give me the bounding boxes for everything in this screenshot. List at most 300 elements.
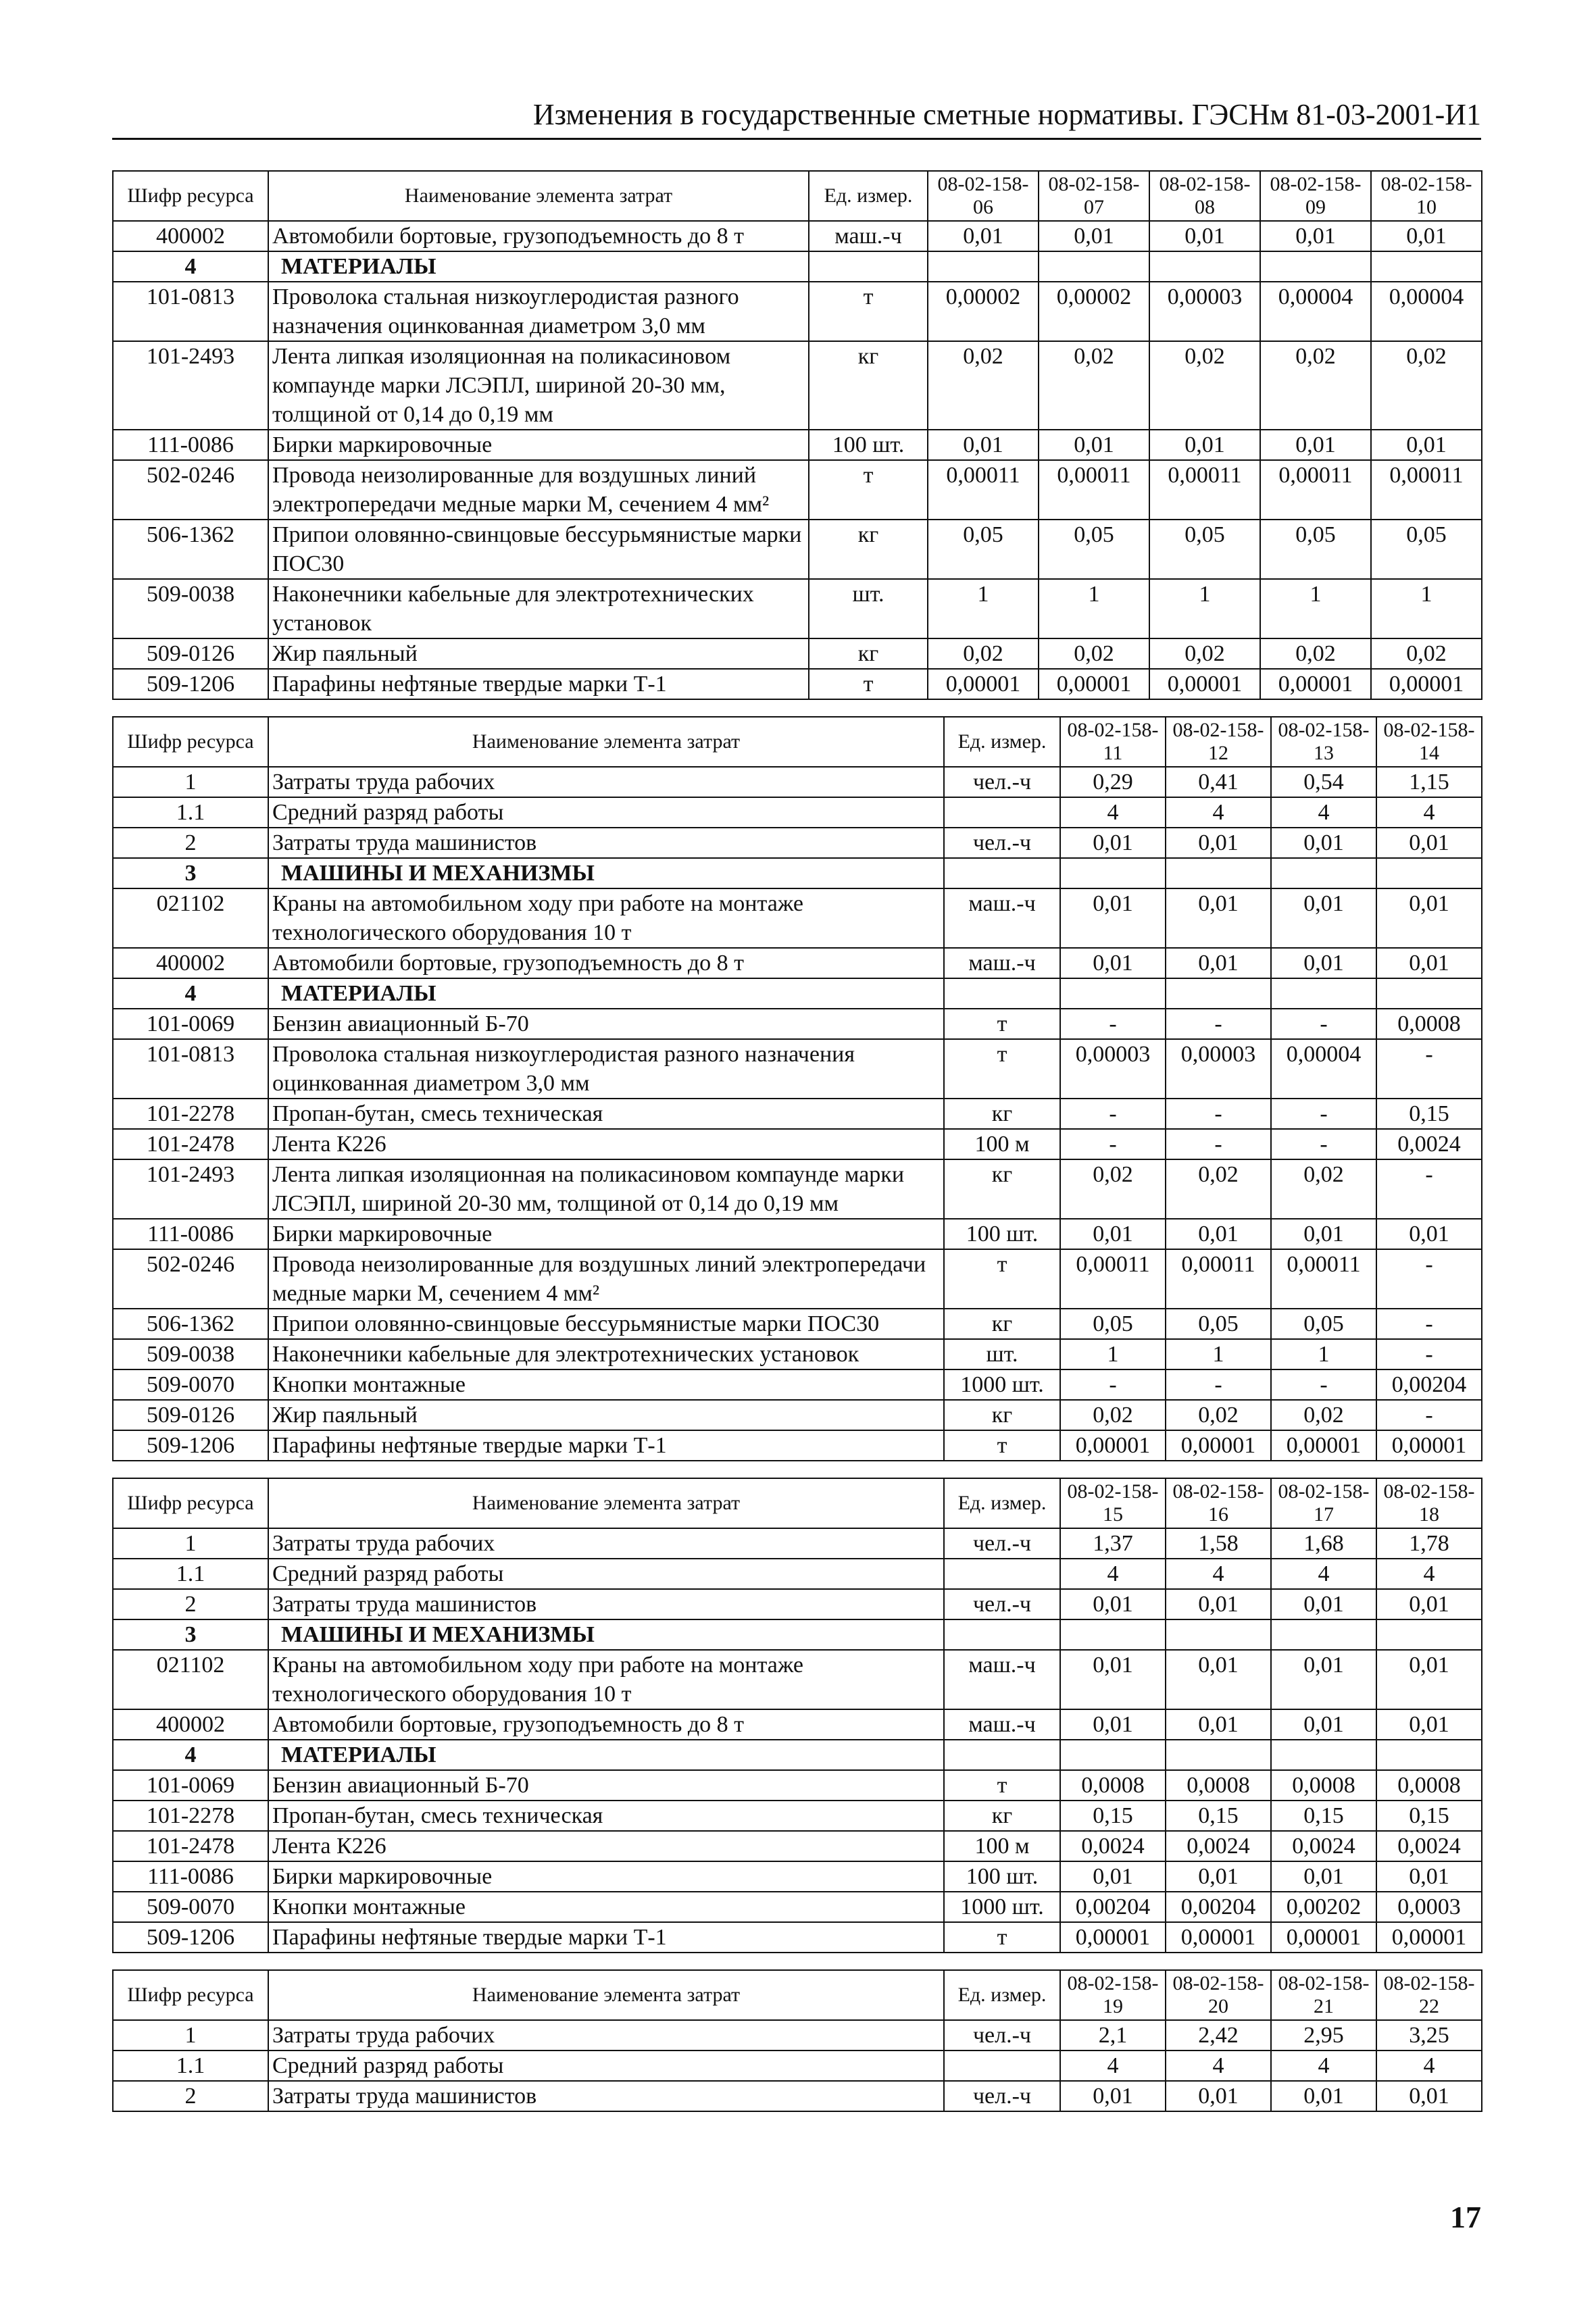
section-row — [113, 858, 1482, 888]
table-row — [113, 460, 1482, 520]
value-cell — [1166, 1740, 1271, 1770]
value-cell: 0,01 — [1166, 948, 1271, 978]
value-cell: 4 — [1376, 797, 1482, 828]
cost-element-name: Лента К226 — [268, 1831, 944, 1861]
column-header-norm: 08-02-158-15 — [1060, 1478, 1166, 1528]
value-cell: - — [1376, 1339, 1482, 1369]
unit-cell: чел.-ч — [944, 828, 1060, 858]
cost-element-name: Затраты труда машинистов — [268, 1589, 944, 1619]
norms-table — [112, 170, 1482, 700]
value-cell: - — [1271, 1099, 1376, 1129]
value-cell: 0,00001 — [1149, 669, 1260, 699]
column-header-norm: 08-02-158-18 — [1376, 1478, 1482, 1528]
cost-element-name: Наконечники кабельные для электротехнических установок — [268, 1339, 944, 1369]
resource-code: 101-0813 — [113, 1039, 268, 1099]
value-cell — [1166, 978, 1271, 1009]
resource-code: 1.1 — [113, 797, 268, 828]
value-cell: 4 — [1166, 1559, 1271, 1589]
value-cell — [1376, 858, 1482, 888]
table-header-row — [113, 1478, 1482, 1528]
value-cell: 0,00003 — [1060, 1039, 1166, 1099]
value-cell: 0,02 — [1039, 638, 1149, 669]
value-cell: 0,02 — [1271, 1400, 1376, 1430]
value-cell: - — [1376, 1039, 1482, 1099]
value-cell: 4 — [1376, 1559, 1482, 1589]
resource-code: 4 — [113, 1740, 268, 1770]
value-cell: 0,15 — [1166, 1801, 1271, 1831]
column-header-norm: 08-02-158-19 — [1060, 1970, 1166, 2020]
resource-code: 101-2493 — [113, 341, 268, 430]
value-cell: 0,01 — [1060, 2081, 1166, 2111]
value-cell: 0,01 — [1376, 1709, 1482, 1740]
column-header-norm: 08-02-158-20 — [1166, 1970, 1271, 2020]
resource-code: 509-0126 — [113, 1400, 268, 1430]
value-cell: 0,01 — [1060, 1861, 1166, 1892]
cost-element-name: Затраты труда рабочих — [268, 1528, 944, 1559]
value-cell: 0,00011 — [1039, 460, 1149, 520]
value-cell — [1060, 858, 1166, 888]
resource-code: 4 — [113, 978, 268, 1009]
value-cell: 0,00003 — [1149, 282, 1260, 341]
value-cell: 0,41 — [1166, 767, 1271, 797]
value-cell: 0,15 — [1376, 1099, 1482, 1129]
resource-code: 509-1206 — [113, 1922, 268, 1953]
value-cell: 0,05 — [928, 520, 1039, 579]
value-cell: 1 — [1271, 1339, 1376, 1369]
table-row — [113, 1650, 1482, 1709]
resource-code: 400002 — [113, 221, 268, 251]
value-cell: 0,01 — [1060, 888, 1166, 948]
resource-code: 502-0246 — [113, 1249, 268, 1309]
norms-table — [112, 716, 1482, 1461]
table-row — [113, 2020, 1482, 2051]
value-cell: - — [1060, 1129, 1166, 1159]
section-row — [113, 1619, 1482, 1650]
column-header-name: Наименование элемента затрат — [268, 717, 944, 767]
value-cell — [1376, 978, 1482, 1009]
header-divider — [112, 138, 1481, 140]
value-cell: 4 — [1376, 2051, 1482, 2081]
unit-cell — [944, 1559, 1060, 1589]
resource-code: 502-0246 — [113, 460, 268, 520]
resource-code: 101-2493 — [113, 1159, 268, 1219]
resource-code: 2 — [113, 2081, 268, 2111]
value-cell: 0,02 — [1166, 1400, 1271, 1430]
value-cell: 4 — [1271, 797, 1376, 828]
table-header-row — [113, 171, 1482, 221]
value-cell: 0,01 — [1166, 1709, 1271, 1740]
value-cell: 0,05 — [1271, 1309, 1376, 1339]
value-cell: 0,01 — [928, 221, 1039, 251]
section-title: МАТЕРИАЛЫ — [268, 251, 809, 282]
value-cell: 3,25 — [1376, 2020, 1482, 2051]
table-row — [113, 638, 1482, 669]
value-cell: 0,01 — [1166, 2081, 1271, 2111]
cost-element-name: Краны на автомобильном ходу при работе на монтаже технологического оборудования 10 т — [268, 888, 944, 948]
value-cell — [1166, 858, 1271, 888]
value-cell: 0,02 — [1060, 1159, 1166, 1219]
value-cell: 0,00204 — [1376, 1369, 1482, 1400]
value-cell: 0,05 — [1371, 520, 1482, 579]
table-row — [113, 520, 1482, 579]
value-cell: 2,42 — [1166, 2020, 1271, 2051]
column-header-norm: 08-02-158-17 — [1271, 1478, 1376, 1528]
value-cell — [928, 251, 1039, 282]
cost-element-name: Парафины нефтяные твердые марки Т-1 — [268, 669, 809, 699]
unit-cell: маш.-ч — [944, 1650, 1060, 1709]
resource-code: 3 — [113, 1619, 268, 1650]
value-cell — [1271, 858, 1376, 888]
value-cell: 0,05 — [1260, 520, 1371, 579]
unit-cell: 100 м — [944, 1831, 1060, 1861]
column-header-norm: 08-02-158-21 — [1271, 1970, 1376, 2020]
value-cell: - — [1271, 1009, 1376, 1039]
cost-element-name: Кнопки монтажные — [268, 1892, 944, 1922]
unit-cell: т — [809, 460, 928, 520]
cost-element-name: Лента К226 — [268, 1129, 944, 1159]
resource-code: 2 — [113, 1589, 268, 1619]
unit-cell: чел.-ч — [944, 767, 1060, 797]
value-cell: 0,05 — [1060, 1309, 1166, 1339]
value-cell: 0,0024 — [1376, 1831, 1482, 1861]
table-header-row — [113, 717, 1482, 767]
value-cell — [1376, 1740, 1482, 1770]
resource-code: 021102 — [113, 888, 268, 948]
value-cell: 0,02 — [1039, 341, 1149, 430]
table-row — [113, 282, 1482, 341]
value-cell: 0,00001 — [1376, 1922, 1482, 1953]
resource-code: 1 — [113, 767, 268, 797]
value-cell: 0,01 — [1371, 221, 1482, 251]
value-cell: 0,02 — [1260, 341, 1371, 430]
value-cell: 4 — [1060, 2051, 1166, 2081]
resource-code: 101-2278 — [113, 1801, 268, 1831]
value-cell: 0,01 — [1271, 2081, 1376, 2111]
value-cell: 2,95 — [1271, 2020, 1376, 2051]
cost-element-name: Парафины нефтяные твердые марки Т-1 — [268, 1922, 944, 1953]
value-cell: 0,02 — [928, 341, 1039, 430]
value-cell: 0,00004 — [1260, 282, 1371, 341]
value-cell: 0,01 — [1149, 430, 1260, 460]
table-row — [113, 1709, 1482, 1740]
value-cell: 0,02 — [1149, 638, 1260, 669]
value-cell: - — [1060, 1369, 1166, 1400]
value-cell: 0,05 — [1149, 520, 1260, 579]
value-cell: 0,01 — [1060, 1589, 1166, 1619]
value-cell: 0,01 — [1271, 1650, 1376, 1709]
value-cell: - — [1376, 1309, 1482, 1339]
value-cell: - — [1376, 1159, 1482, 1219]
unit-cell: маш.-ч — [944, 948, 1060, 978]
unit-cell: чел.-ч — [944, 2081, 1060, 2111]
value-cell: 0,01 — [1166, 1589, 1271, 1619]
table-row — [113, 1400, 1482, 1430]
value-cell: 0,02 — [1060, 1400, 1166, 1430]
resource-code: 4 — [113, 251, 268, 282]
value-cell: 0,02 — [1149, 341, 1260, 430]
column-header-code: Шифр ресурса — [113, 171, 268, 221]
column-header-code: Шифр ресурса — [113, 1970, 268, 2020]
resource-code: 1.1 — [113, 2051, 268, 2081]
cost-element-name: Жир паяльный — [268, 638, 809, 669]
value-cell: 0,01 — [1060, 1219, 1166, 1249]
value-cell: 0,01 — [1149, 221, 1260, 251]
resource-code: 101-0069 — [113, 1770, 268, 1801]
value-cell: 0,00011 — [928, 460, 1039, 520]
unit-cell: кг — [944, 1159, 1060, 1219]
page-header — [112, 95, 1481, 135]
unit-cell: кг — [944, 1801, 1060, 1831]
column-header-name: Наименование элемента затрат — [268, 1970, 944, 2020]
table-row — [113, 1831, 1482, 1861]
value-cell: 0,00202 — [1271, 1892, 1376, 1922]
table-row — [113, 948, 1482, 978]
value-cell: 0,01 — [1166, 1861, 1271, 1892]
resource-code: 400002 — [113, 1709, 268, 1740]
value-cell: - — [1060, 1099, 1166, 1129]
page-number: 17 — [1450, 2200, 1481, 2234]
value-cell — [1260, 251, 1371, 282]
column-header-name: Наименование элемента затрат — [268, 171, 809, 221]
table-row — [113, 767, 1482, 797]
value-cell: 0,00011 — [1371, 460, 1482, 520]
cost-element-name: Кнопки монтажные — [268, 1369, 944, 1400]
cost-element-name: Жир паяльный — [268, 1400, 944, 1430]
unit-cell — [944, 1740, 1060, 1770]
cost-element-name: Припои оловянно-свинцовые бессурьмянистые марки ПОС30 — [268, 1309, 944, 1339]
value-cell — [1271, 978, 1376, 1009]
value-cell: - — [1166, 1099, 1271, 1129]
resource-code: 509-1206 — [113, 669, 268, 699]
value-cell: 0,00001 — [1039, 669, 1149, 699]
document-title: Изменения в государственные сметные нормативы. ГЭСНм 81-03-2001-И1 — [532, 98, 1481, 131]
table-row — [113, 1770, 1482, 1801]
section-title: МАТЕРИАЛЫ — [268, 978, 944, 1009]
value-cell: 0,01 — [1060, 948, 1166, 978]
value-cell: 0,01 — [1039, 221, 1149, 251]
unit-cell: 100 шт. — [944, 1861, 1060, 1892]
resource-code: 509-0070 — [113, 1892, 268, 1922]
table-row — [113, 1589, 1482, 1619]
value-cell: 1 — [1039, 579, 1149, 638]
column-header-unit: Ед. измер. — [809, 171, 928, 221]
table-row — [113, 828, 1482, 858]
value-cell: 0,0024 — [1376, 1129, 1482, 1159]
unit-cell: 1000 шт. — [944, 1369, 1060, 1400]
value-cell: 1,58 — [1166, 1528, 1271, 1559]
resource-code: 111-0086 — [113, 1219, 268, 1249]
table-row — [113, 2051, 1482, 2081]
table-header-row — [113, 1970, 1482, 2020]
value-cell — [1039, 251, 1149, 282]
cost-element-name: Лента липкая изоляционная на поликасиновом компаунде марки ЛСЭПЛ, шириной 20-30 мм, толщиной от 0,14 до 0,19 мм — [268, 1159, 944, 1219]
value-cell: 0,0008 — [1166, 1770, 1271, 1801]
unit-cell: т — [944, 1039, 1060, 1099]
unit-cell — [944, 858, 1060, 888]
unit-cell: т — [944, 1249, 1060, 1309]
value-cell: 0,0008 — [1271, 1770, 1376, 1801]
cost-element-name: Провода неизолированные для воздушных линий электропередачи медные марки М, сечением 4 мм² — [268, 460, 809, 520]
unit-cell — [809, 251, 928, 282]
resource-code: 111-0086 — [113, 430, 268, 460]
value-cell: - — [1271, 1369, 1376, 1400]
value-cell: 0,01 — [1271, 1709, 1376, 1740]
value-cell: 0,00204 — [1166, 1892, 1271, 1922]
value-cell: 0,15 — [1376, 1801, 1482, 1831]
value-cell: 1,78 — [1376, 1528, 1482, 1559]
table-row — [113, 1129, 1482, 1159]
value-cell: 0,00001 — [1376, 1430, 1482, 1461]
resource-code: 101-0069 — [113, 1009, 268, 1039]
unit-cell: т — [944, 1922, 1060, 1953]
table-row — [113, 1892, 1482, 1922]
value-cell: 0,00001 — [1060, 1430, 1166, 1461]
table-row — [113, 341, 1482, 430]
unit-cell: маш.-ч — [944, 1709, 1060, 1740]
resource-code: 506-1362 — [113, 520, 268, 579]
value-cell: 0,01 — [1371, 430, 1482, 460]
value-cell: 0,02 — [1371, 341, 1482, 430]
value-cell: 0,00003 — [1166, 1039, 1271, 1099]
unit-cell: маш.-ч — [809, 221, 928, 251]
value-cell: 0,54 — [1271, 767, 1376, 797]
value-cell: 0,01 — [1060, 1650, 1166, 1709]
unit-cell: кг — [809, 520, 928, 579]
resource-code: 101-2478 — [113, 1129, 268, 1159]
unit-cell: кг — [809, 341, 928, 430]
table-row — [113, 1309, 1482, 1339]
value-cell: 0,01 — [1060, 828, 1166, 858]
section-title: МАШИНЫ И МЕХАНИЗМЫ — [268, 1619, 944, 1650]
column-header-norm: 08-02-158-11 — [1060, 717, 1166, 767]
value-cell: 0,01 — [1376, 1589, 1482, 1619]
resource-code: 111-0086 — [113, 1861, 268, 1892]
column-header-norm: 08-02-158-07 — [1039, 171, 1149, 221]
unit-cell: шт. — [809, 579, 928, 638]
column-header-norm: 08-02-158-12 — [1166, 717, 1271, 767]
value-cell: 0,01 — [1166, 1650, 1271, 1709]
table-row — [113, 1528, 1482, 1559]
unit-cell: т — [809, 282, 928, 341]
cost-element-name: Пропан-бутан, смесь техническая — [268, 1099, 944, 1129]
value-cell: 1,68 — [1271, 1528, 1376, 1559]
cost-element-name: Проволока стальная низкоуглеродистая разного назначения оцинкованная диаметром 3,0 мм — [268, 282, 809, 341]
table-row — [113, 1339, 1482, 1369]
table-row — [113, 2081, 1482, 2111]
cost-element-name: Провода неизолированные для воздушных линий электропередачи медные марки М, сечением 4 мм² — [268, 1249, 944, 1309]
value-cell: 0,01 — [1166, 888, 1271, 948]
unit-cell: чел.-ч — [944, 1589, 1060, 1619]
value-cell: 4 — [1271, 2051, 1376, 2081]
cost-element-name: Краны на автомобильном ходу при работе на монтаже технологического оборудования 10 т — [268, 1650, 944, 1709]
value-cell: 0,01 — [1376, 828, 1482, 858]
value-cell: 0,01 — [1166, 828, 1271, 858]
cost-element-name: Автомобили бортовые, грузоподъемность до 8 т — [268, 948, 944, 978]
value-cell: 0,01 — [1376, 948, 1482, 978]
value-cell: 0,00001 — [1371, 669, 1482, 699]
value-cell: 0,00011 — [1060, 1249, 1166, 1309]
value-cell: 2,1 — [1060, 2020, 1166, 2051]
unit-cell: 100 м — [944, 1129, 1060, 1159]
value-cell: 0,00001 — [1271, 1430, 1376, 1461]
table-row — [113, 1430, 1482, 1461]
resource-code: 509-0126 — [113, 638, 268, 669]
section-title: МАТЕРИАЛЫ — [268, 1740, 944, 1770]
resource-code: 101-2278 — [113, 1099, 268, 1129]
unit-cell: т — [809, 669, 928, 699]
norms-table — [112, 1478, 1482, 1953]
value-cell: 0,29 — [1060, 767, 1166, 797]
value-cell: 0,01 — [1260, 221, 1371, 251]
table-row — [113, 669, 1482, 699]
table-row — [113, 221, 1482, 251]
value-cell — [1060, 978, 1166, 1009]
value-cell: 0,00204 — [1060, 1892, 1166, 1922]
cost-element-name: Автомобили бортовые, грузоподъемность до 8 т — [268, 1709, 944, 1740]
unit-cell: 100 шт. — [944, 1219, 1060, 1249]
value-cell: 0,01 — [1271, 888, 1376, 948]
value-cell: 0,00011 — [1260, 460, 1371, 520]
value-cell: 0,0024 — [1271, 1831, 1376, 1861]
value-cell: 1 — [1371, 579, 1482, 638]
value-cell: 0,15 — [1271, 1801, 1376, 1831]
value-cell: 0,00002 — [928, 282, 1039, 341]
value-cell: 0,01 — [1271, 1589, 1376, 1619]
resource-code: 509-0038 — [113, 579, 268, 638]
cost-element-name: Бирки маркировочные — [268, 1861, 944, 1892]
value-cell — [1060, 1740, 1166, 1770]
cost-element-name: Затраты труда рабочих — [268, 2020, 944, 2051]
table-row — [113, 1922, 1482, 1953]
value-cell: 0,00011 — [1271, 1249, 1376, 1309]
resource-code: 101-2478 — [113, 1831, 268, 1861]
column-header-code: Шифр ресурса — [113, 1478, 268, 1528]
cost-element-name: Бирки маркировочные — [268, 1219, 944, 1249]
cost-element-name: Автомобили бортовые, грузоподъемность до 8 т — [268, 221, 809, 251]
value-cell: 0,0008 — [1376, 1009, 1482, 1039]
resource-code: 021102 — [113, 1650, 268, 1709]
unit-cell: чел.-ч — [944, 1528, 1060, 1559]
unit-cell: кг — [944, 1309, 1060, 1339]
value-cell: 0,00011 — [1166, 1249, 1271, 1309]
unit-cell: кг — [809, 638, 928, 669]
column-header-norm: 08-02-158-08 — [1149, 171, 1260, 221]
value-cell: - — [1166, 1009, 1271, 1039]
table-row — [113, 430, 1482, 460]
value-cell: - — [1166, 1129, 1271, 1159]
cost-element-name: Пропан-бутан, смесь техническая — [268, 1801, 944, 1831]
value-cell: 0,01 — [1376, 1650, 1482, 1709]
section-title: МАШИНЫ И МЕХАНИЗМЫ — [268, 858, 944, 888]
column-header-norm: 08-02-158-09 — [1260, 171, 1371, 221]
table-row — [113, 888, 1482, 948]
value-cell: 0,02 — [928, 638, 1039, 669]
value-cell — [1271, 1619, 1376, 1650]
column-header-unit: Ед. измер. — [944, 717, 1060, 767]
cost-element-name: Бирки маркировочные — [268, 430, 809, 460]
value-cell: 0,01 — [1060, 1709, 1166, 1740]
value-cell: 0,01 — [1271, 1861, 1376, 1892]
table-row — [113, 1801, 1482, 1831]
value-cell: 0,00001 — [1260, 669, 1371, 699]
unit-cell — [944, 2051, 1060, 2081]
unit-cell: 100 шт. — [809, 430, 928, 460]
value-cell: 1,37 — [1060, 1528, 1166, 1559]
cost-element-name: Затраты труда машинистов — [268, 2081, 944, 2111]
value-cell: 0,02 — [1166, 1159, 1271, 1219]
value-cell: 0,02 — [1371, 638, 1482, 669]
value-cell: 0,01 — [1376, 1861, 1482, 1892]
